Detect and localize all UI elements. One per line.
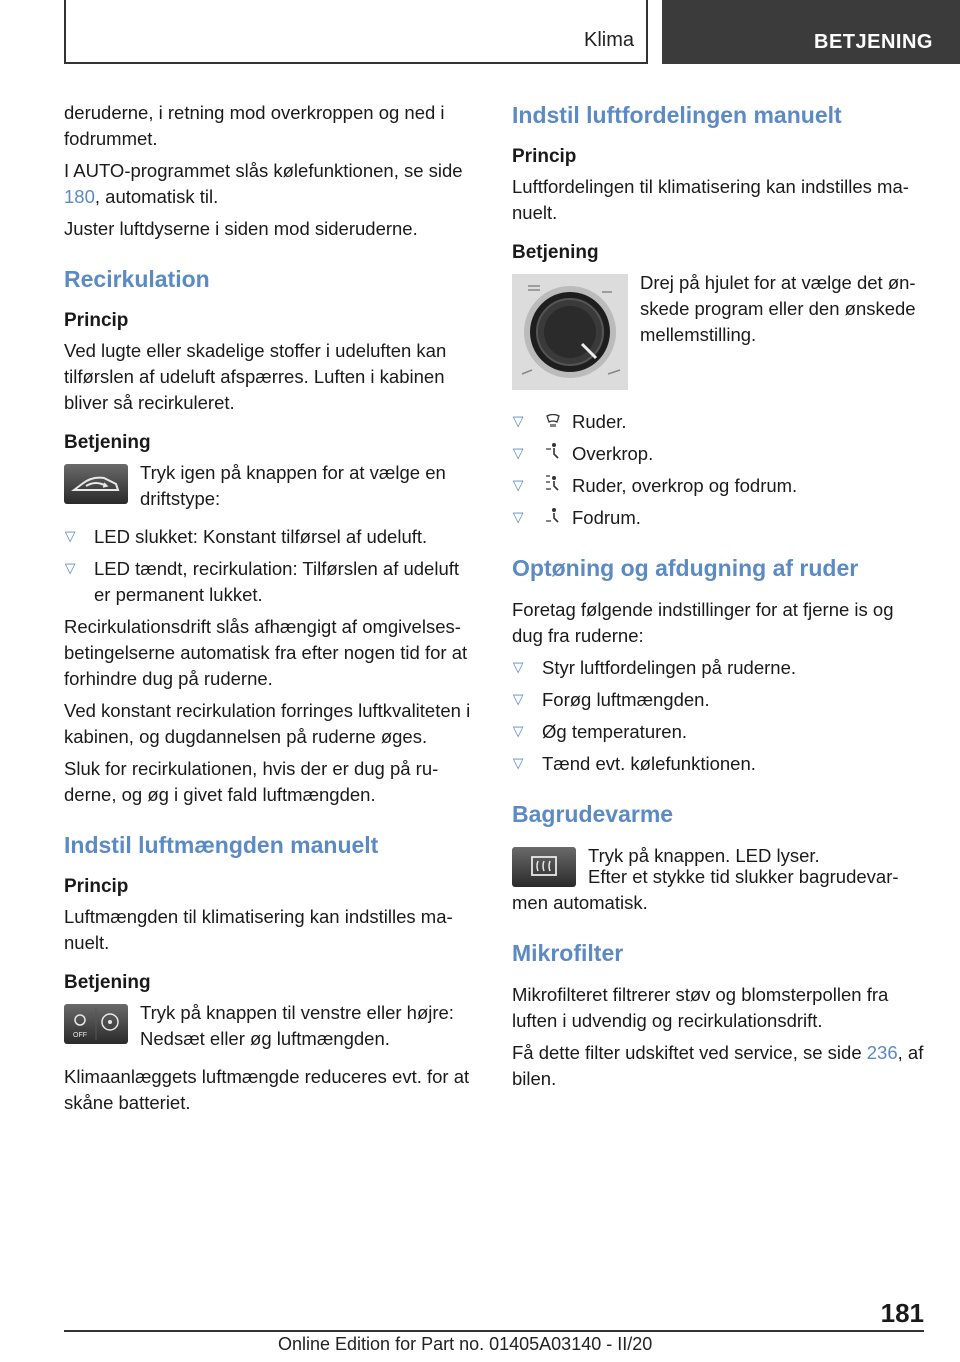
- distribution-mode-list: [512, 409, 928, 531]
- recirc-betjening-text: Tryk igen på knappen for at vælge en driftstype:: [140, 462, 446, 509]
- list-item: ▷ Ruder, overkrop og fodrum.: [512, 473, 928, 499]
- distribution-figure-row: [512, 270, 928, 397]
- windshield-body-feet-icon: [542, 473, 564, 499]
- recirc-mode-list: [64, 524, 480, 608]
- defog-heading: Optøning og afdugning af ruder: [512, 555, 859, 581]
- recirc-figure-row: [64, 460, 480, 512]
- intro-paragraph-1: deruderne, i retning mod overkroppen og ned i fodrummet.: [64, 102, 445, 149]
- list-item: ▷ Øg temperaturen.: [512, 719, 928, 745]
- header-chapter-label: BETJENING: [814, 31, 933, 53]
- list-item: ▷ Fodrum.: [512, 505, 928, 531]
- footwell-icon: [542, 505, 564, 531]
- page-link-236[interactable]: 236: [866, 1042, 898, 1063]
- left-column: [64, 100, 480, 1122]
- rear-heating-text-1: Tryk på knappen. LED lyser.: [588, 845, 820, 866]
- distribution-heading: Indstil luftfordelingen manuelt: [512, 102, 842, 128]
- footer-divider: [64, 1330, 924, 1332]
- airflow-heading: Indstil luftmængden manuelt: [64, 832, 379, 858]
- list-item: ▷ Styr luftfordelingen på ruderne.: [512, 655, 928, 681]
- page-number: 181: [880, 1298, 924, 1328]
- recirc-betjening-heading: Betjening: [64, 432, 151, 453]
- microfilter-paragraph-2: Få dette filter udskiftet ved service, se side 236, af bilen.: [512, 1042, 924, 1089]
- microfilter-paragraph-1: Mikrofilteret filtrerer støv og blomsterpollen fra luften i udvendig og recirkulationsdrift.: [512, 984, 889, 1031]
- distribution-princip-heading: Princip: [512, 146, 577, 167]
- defog-step-list: [512, 655, 928, 777]
- rear-heating-heading: Bagrudevarme: [512, 801, 674, 827]
- distribution-dial-image: [512, 274, 628, 397]
- recirc-princip-heading: Princip: [64, 310, 129, 331]
- header-section-label: Klima: [583, 29, 634, 51]
- page-link-180[interactable]: 180: [64, 186, 95, 207]
- list-item: ▷ LED slukket: Konstant tilførsel af udeluft.: [64, 524, 480, 550]
- distribution-betjening-heading: Betjening: [512, 242, 599, 263]
- recirculation-button-image: [64, 464, 128, 511]
- recirc-heading: Recirkulation: [64, 266, 210, 292]
- recirc-princip-text: Ved lugte eller skadelige stoffer i udeluften kan tilførslen af udeluft afspærres. Luften i kabinen bliver så recirkuleret.: [64, 340, 447, 413]
- rear-heating-text-2: Efter et stykke tid slukker bagrudevarmen automatisk.: [512, 866, 899, 913]
- list-item: ▷ Forøg luftmængden.: [512, 687, 928, 713]
- header-section-tab: [64, 0, 648, 64]
- header-chapter-tab: [662, 0, 960, 64]
- airflow-betjening-heading: Betjening: [64, 972, 151, 993]
- airflow-princip-text: Luftmængden til klimatisering kan indstilles manuelt.: [64, 906, 453, 953]
- defog-intro: Foretag følgende indstillinger for at fjerne is og dug fra ruderne:: [512, 599, 894, 646]
- recirc-paragraph-2: Ved konstant recirkulation forringes luftkvaliteten i kabinen, og dugdannelsen på ruderne øges.: [64, 700, 471, 747]
- rear-defrost-button-image: [512, 847, 576, 894]
- edition-note: Online Edition for Part no. 01405A03140 - II/20: [278, 1334, 653, 1354]
- upper-body-icon: [542, 441, 564, 467]
- intro-paragraph-3: Juster luftdyserne i siden mod sideruderne.: [64, 218, 418, 239]
- airflow-princip-heading: Princip: [64, 876, 129, 897]
- distribution-betjening-text: Drej på hjulet for at vælge det ønskede program eller den ønskede mellemstilling.: [640, 272, 916, 345]
- distribution-princip-text: Luftfordelingen til klimatisering kan indstilles manuelt.: [512, 176, 909, 223]
- airflow-figure-row: [64, 1000, 480, 1052]
- fan-buttons-image: [64, 1004, 128, 1051]
- list-item: ▷ Overkrop.: [512, 441, 928, 467]
- intro-paragraph-2: I AUTO-programmet slås kølefunktionen, se side 180, automatisk til.: [64, 160, 463, 207]
- list-item: ▷ Ruder.: [512, 409, 928, 435]
- windshield-icon: [542, 409, 564, 435]
- airflow-betjening-text: Tryk på knappen til venstre eller højre: Nedsæt eller øg luftmængden.: [140, 1002, 454, 1049]
- list-item: ▷ LED tændt, recirkulation: Tilførslen af udeluft er permanent lukket.: [64, 556, 480, 608]
- list-item: ▷ Tænd evt. kølefunktionen.: [512, 751, 928, 777]
- off-label: OFF: [73, 1032, 87, 1039]
- recirc-paragraph-1: Recirkulationsdrift slås afhængigt af omgivelsesbetingelserne automatisk fra efter nogen tid for at forhindre dug på ruderne.: [64, 616, 468, 689]
- microfilter-heading: Mikrofilter: [512, 940, 624, 966]
- airflow-paragraph-1: Klimaanlæggets luftmængde reduceres evt. for at skåne batteriet.: [64, 1066, 470, 1113]
- right-column: [512, 100, 928, 1098]
- recirc-paragraph-3: Sluk for recirkulationen, hvis der er dug på ruderne, og øg i givet fald luftmængden.: [64, 758, 439, 805]
